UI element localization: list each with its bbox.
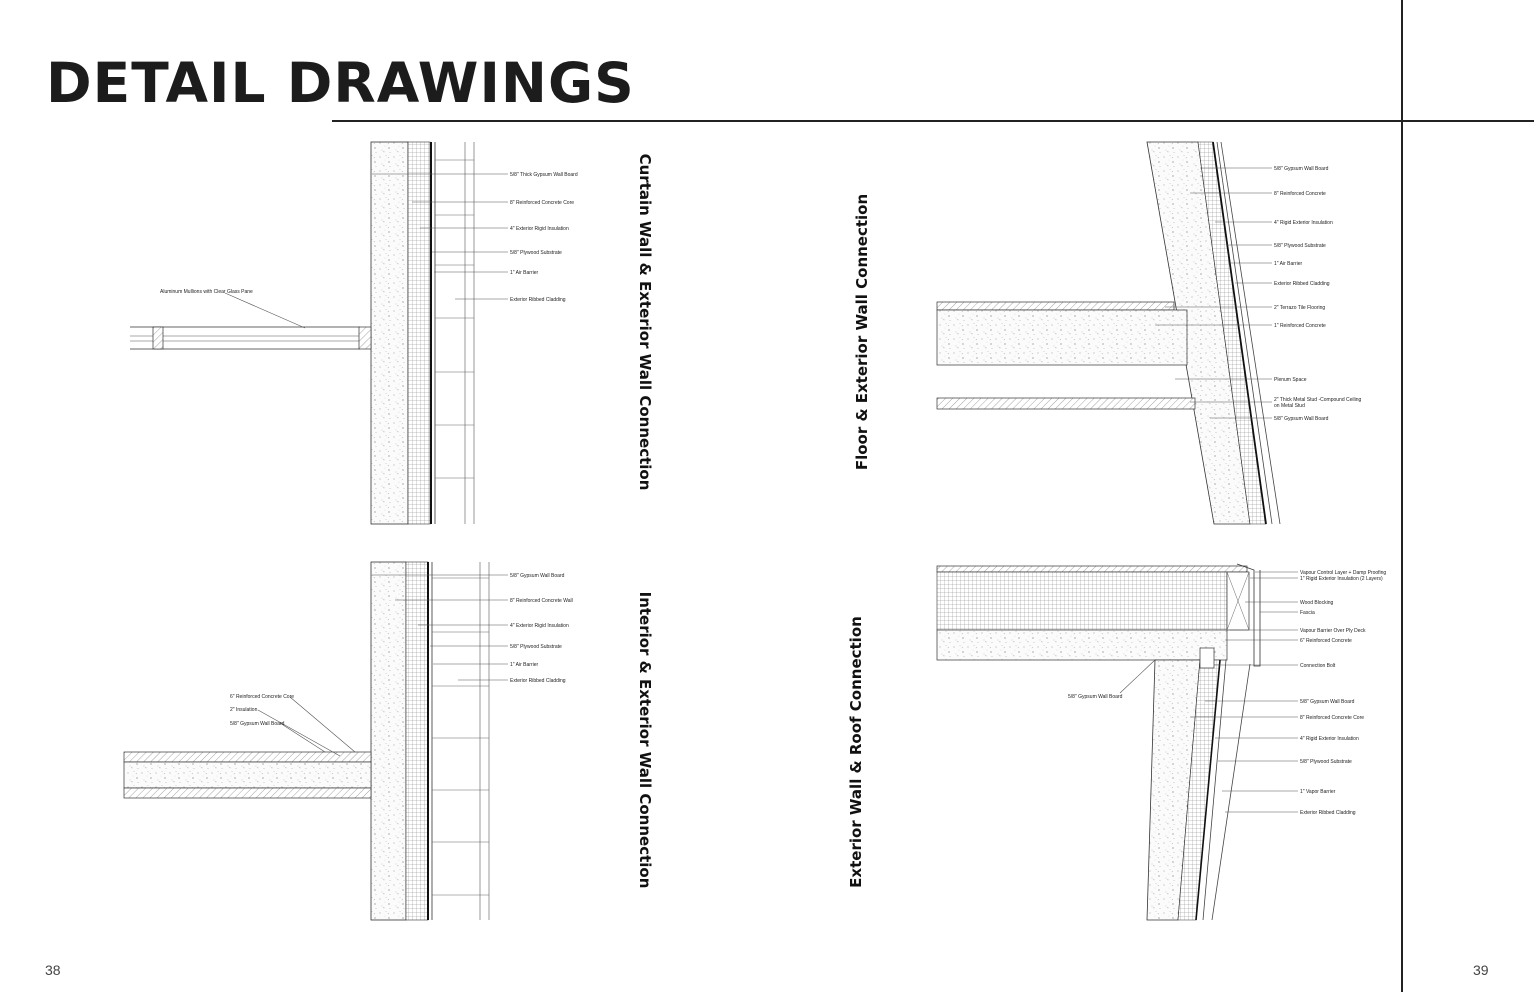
ie-label-4: 5/8" Plywood Substrate <box>510 644 562 650</box>
ie-label-2: 8" Reinforced Concrete Wall <box>510 598 573 604</box>
er-label-5: Vapour Barrier Over Ply Deck <box>1300 628 1366 634</box>
er-label-4: Fascia <box>1300 610 1315 616</box>
fe-label-7: 2" Terrazo Tile Flooring <box>1274 305 1326 311</box>
er-label-2: 1" Rigid Exterior Insulation (2 Layers) <box>1300 576 1383 582</box>
er-label-9: 8" Reinforced Concrete Core <box>1300 715 1365 721</box>
floor-exterior-detail <box>937 142 1361 524</box>
fe-label-12: 5/8" Gypsum Wall Board <box>1274 416 1329 422</box>
cw-left-label: Aluminum Mullions with Clear Glass Pane <box>160 289 253 295</box>
er-label-6: 6" Reinforced Concrete <box>1300 638 1352 644</box>
er-label-13: Exterior Ribbed Cladding <box>1300 810 1356 816</box>
cw-label-2: 8" Reinforced Concrete Core <box>510 200 575 206</box>
fe-label-2: 8" Reinforced Concrete <box>1274 191 1326 197</box>
fe-label-10: 2" Thick Metal Stud -Compound Ceiling <box>1274 397 1362 403</box>
fe-label-11: on Metal Stud <box>1274 403 1305 409</box>
er-label-12: 1" Vapor Barrier <box>1300 789 1336 795</box>
ie-label-5: 1" Air Barrier <box>510 662 539 668</box>
ie-left-label-3: 5/8" Gypsum Wall Board <box>230 721 285 727</box>
fe-label-4: 5/8" Plywood Substrate <box>1274 243 1326 249</box>
fe-label-5: 1" Air Barrier <box>1274 261 1303 267</box>
er-label-7: Connection Bolt <box>1300 663 1336 669</box>
page-number-right: 39 <box>1473 962 1489 978</box>
cw-label-4: 5/8" Plywood Substrate <box>510 250 562 256</box>
cw-label-1: 5/8" Thick Gypsum Wall Board <box>510 172 578 178</box>
ie-label-1: 5/8" Gypsum Wall Board <box>510 573 565 579</box>
cw-label-6: Exterior Ribbed Cladding <box>510 297 566 303</box>
er-label-10: 4" Rigid Exterior Insulation <box>1300 736 1359 742</box>
er-label-11: 5/8" Plywood Substrate <box>1300 759 1352 765</box>
page-title: DETAIL DRAWINGS <box>46 51 635 115</box>
curtain-wall-detail <box>130 142 578 524</box>
er-label-1: Vapour Control Layer + Damp Proofing <box>1300 570 1387 576</box>
floor-exterior-title: Floor & Exterior Wall Connection <box>853 193 871 471</box>
fe-label-9: Plenum Space <box>1274 377 1307 383</box>
ie-left-label-2: 2" Insulation <box>230 707 258 713</box>
fe-label-1: 5/8" Gypsum Wall Board <box>1274 166 1329 172</box>
page-number-left: 38 <box>45 962 61 978</box>
er-label-3: Wood Blocking <box>1300 600 1334 606</box>
fe-label-8: 1" Reinforced Concrete <box>1274 323 1326 329</box>
fe-label-6: Exterior Ribbed Cladding <box>1274 281 1330 287</box>
curtain-wall-title: Curtain Wall & Exterior Wall Connection <box>636 153 654 491</box>
exterior-roof-title: Exterior Wall & Roof Connection <box>847 616 865 888</box>
interior-exterior-title: Interior & Exterior Wall Connection <box>636 591 654 889</box>
ie-left-label-1: 6" Reinforced Concrete Core <box>230 694 295 700</box>
ie-label-6: Exterior Ribbed Cladding <box>510 678 566 684</box>
exterior-roof-detail <box>937 564 1386 920</box>
interior-exterior-detail <box>124 562 573 920</box>
er-label-8: 5/8" Gypsum Wall Board <box>1300 699 1355 705</box>
cw-label-3: 4" Exterior Rigid Insulation <box>510 226 569 232</box>
fe-label-3: 4" Rigid Exterior Insulation <box>1274 220 1333 226</box>
ie-label-3: 4" Exterior Rigid Insulation <box>510 623 569 629</box>
er-left-label: 5/8" Gypsum Wall Board <box>1068 694 1123 700</box>
cw-label-5: 1" Air Barrier <box>510 270 539 276</box>
